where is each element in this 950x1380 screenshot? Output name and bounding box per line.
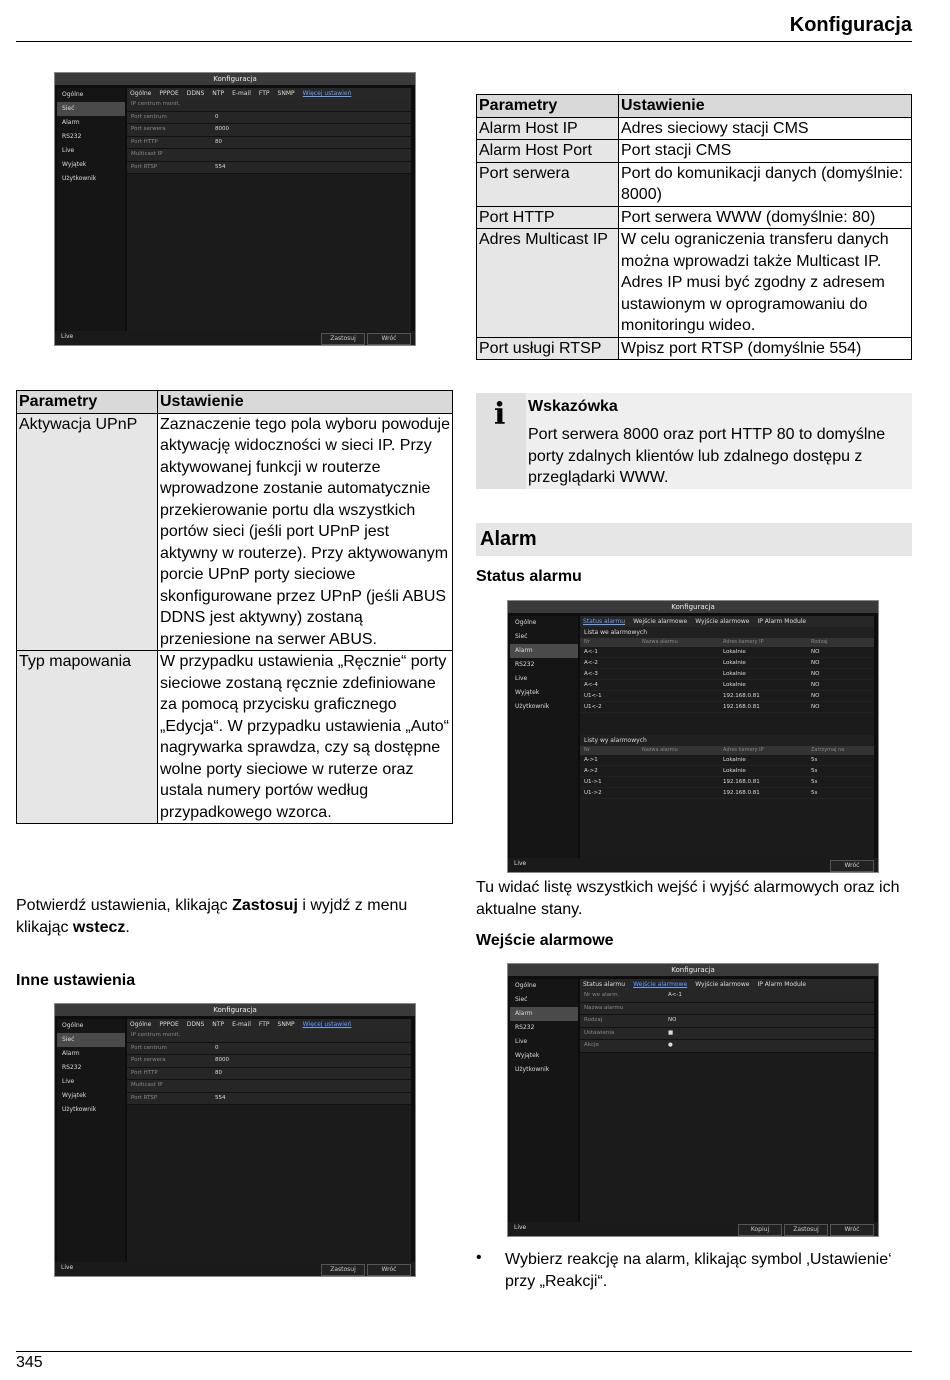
info-icon: i (494, 397, 506, 432)
setting-cell: W celu ograniczenia transferu danych można wprowadzi także Multicast IP. Adres IP musi być zgodny z adresem ustawionym w oprogramowaniu do monitoringu wideo. (619, 229, 912, 338)
tab-ip-alarm-module[interactable]: IP Alarm Module (757, 981, 807, 988)
table-row[interactable] (580, 658, 874, 669)
alarm-input-heading: Wejście alarmowe (476, 932, 614, 949)
cell: 192.168.0.81 (723, 704, 760, 710)
sidebar-item-alarm[interactable]: Alarm (510, 1007, 578, 1021)
network-tabs (127, 88, 411, 99)
config-sidebar (57, 88, 125, 331)
table-row (17, 413, 453, 651)
cell: A<-1 (584, 649, 598, 655)
setting-value: 0 (215, 113, 219, 120)
sidebar-item-general[interactable]: Ogólne (515, 619, 537, 626)
tab-ftp[interactable]: FTP (258, 90, 270, 97)
sidebar-item-network[interactable]: Sieć (515, 996, 528, 1003)
network-tabs (127, 1019, 411, 1030)
column-header: Ustawienie (158, 391, 453, 414)
setting-value: NO (668, 1017, 677, 1023)
alarm-input-screenshot (507, 963, 879, 1237)
tab-ddns[interactable]: DDNS (186, 90, 205, 97)
table-row[interactable] (580, 777, 874, 788)
dialog-footer (55, 331, 415, 345)
cell: Lokalnie (723, 660, 746, 666)
setting-label: Port centrum (131, 1044, 167, 1051)
sidebar-item-network[interactable]: Sieć (57, 102, 125, 116)
cell: 192.168.0.81 (723, 779, 760, 785)
dialog-footer (508, 1222, 878, 1236)
setting-label: Port RTSP (131, 1094, 158, 1101)
tab-snmp[interactable]: SNMP (277, 90, 295, 97)
column-header: Nazwa alarmu (642, 639, 678, 645)
note-icon-area (476, 393, 526, 489)
parameter-cell: Typ mapowania (17, 651, 158, 824)
cell: 5s (811, 757, 818, 763)
setting-row[interactable] (580, 1040, 874, 1053)
cell: U1->2 (584, 790, 602, 796)
cell: NO (811, 682, 820, 688)
cell: 5s (811, 790, 818, 796)
tab-ntp[interactable]: NTP (212, 1021, 225, 1028)
table-row (477, 337, 912, 360)
bullet-mark: • (476, 1249, 482, 1266)
cell: 192.168.0.81 (723, 790, 760, 796)
setting-row[interactable] (127, 99, 411, 112)
cell: NO (811, 649, 820, 655)
config-sidebar (510, 979, 578, 1222)
page-header-title: Konfiguracja (789, 14, 912, 36)
alarm-inputs-header (580, 638, 874, 647)
alarm-status-description: Tu widać listę wszystkich wejść i wyjść alarmowych oraz ich aktualne stany. (476, 879, 900, 918)
sidebar-item-exception[interactable]: Wyjątek (515, 1052, 540, 1059)
table-row (477, 206, 912, 229)
table-row[interactable] (580, 691, 874, 702)
parameter-cell: Aktywacja UPnP (17, 413, 158, 651)
setting-value: 8000 (215, 126, 229, 132)
cell: A->1 (584, 757, 598, 763)
dialog-title: Konfiguracja (55, 73, 415, 85)
setting-row[interactable] (127, 1043, 411, 1056)
cell: 192.168.0.81 (723, 693, 760, 699)
live-button[interactable]: Live (61, 333, 74, 340)
parameter-cell: Port usługi RTSP (477, 337, 619, 360)
setting-value: A<-1 (668, 992, 682, 998)
setting-label: Port HTTP (131, 138, 158, 145)
alarm-tabs (580, 616, 874, 627)
column-header: Nr (584, 747, 590, 753)
sidebar-item-alarm[interactable]: Alarm (62, 1050, 80, 1057)
alarm-status-heading: Status alarmu (476, 568, 582, 585)
column-header: Ustawienie (619, 95, 912, 118)
confirm-paragraph (16, 895, 453, 938)
tab-pppoe[interactable]: PPPOE (159, 90, 179, 97)
tab-alarm-input[interactable]: Wejście alarmowe (633, 618, 688, 625)
setting-row[interactable] (580, 1015, 874, 1028)
dialog-footer (508, 858, 878, 872)
tab-pppoe[interactable]: PPPOE (159, 1021, 179, 1028)
setting-label: Nazwa alarmu (584, 1004, 624, 1011)
alarm-tabs (580, 979, 874, 990)
parameter-cell: Adres Multicast IP (477, 229, 619, 338)
back-button[interactable]: Wróć (830, 1224, 874, 1236)
note-body: Port serwera 8000 oraz port HTTP 80 to domyślne porty zdalnych klientów lub zdalnego dostępu z przeglądarki WWW. (528, 426, 886, 486)
tab-snmp[interactable]: SNMP (277, 1021, 295, 1028)
setting-value: 554 (215, 163, 226, 170)
alarm-status-panel (580, 616, 874, 858)
sidebar-item-network[interactable]: Sieć (515, 633, 528, 640)
setting-label: Port centrum (131, 113, 167, 120)
confirm-text: i wyjdź z menu klikając (16, 897, 408, 936)
sidebar-item-rs232[interactable]: RS232 (62, 1064, 82, 1071)
setting-row[interactable] (580, 1003, 874, 1016)
apply-keyword: Zastosuj (232, 897, 298, 914)
setting-row[interactable] (127, 124, 411, 137)
sidebar-item-user[interactable]: Użytkownik (515, 1066, 550, 1073)
alarm-input-panel (580, 979, 874, 1222)
apply-button[interactable]: Zastosuj (321, 333, 365, 345)
confirm-text: Potwierdź ustawienia, klikając (16, 897, 233, 914)
tab-alarm-input[interactable]: Wejście alarmowe (633, 981, 688, 988)
table-row (477, 140, 912, 163)
other-settings-heading: Inne ustawienia (16, 972, 136, 989)
column-header: Adres kamery IP (723, 639, 764, 645)
tab-ddns[interactable]: DDNS (186, 1021, 205, 1028)
column-header: Parametry (477, 95, 619, 118)
parameter-cell: Port serwera (477, 162, 619, 206)
sidebar-item-general[interactable]: Ogólne (515, 982, 537, 989)
tab-ntp[interactable]: NTP (212, 90, 225, 97)
apply-button[interactable]: Zastosuj (784, 1224, 828, 1236)
sidebar-item-user[interactable]: Użytkownik (515, 703, 550, 710)
column-header: Nr (584, 639, 590, 645)
cell: Lokalnie (723, 768, 746, 774)
alarm-status-screenshot (507, 600, 879, 873)
cell: NO (811, 693, 820, 699)
sidebar-item-live[interactable]: Live (515, 675, 528, 682)
spacer (580, 713, 874, 735)
footer-rule (16, 1351, 912, 1352)
setting-label: Akcje (584, 1042, 599, 1048)
cell: Lokalnie (723, 671, 746, 677)
setting-label: Port HTTP (131, 1069, 158, 1076)
parameter-cell: Port HTTP (477, 206, 619, 229)
tab-email[interactable]: E-mail (232, 90, 251, 97)
setting-label: Multicast IP (131, 151, 163, 157)
network-settings-panel (127, 1019, 411, 1262)
setting-label: Port RTSP (131, 163, 158, 170)
alarm-outputs-header (580, 746, 874, 755)
table-row[interactable] (580, 788, 874, 799)
table-row[interactable] (580, 766, 874, 777)
setting-label: Rodzaj (584, 1017, 603, 1023)
setting-cell: Port do komunikacji danych (domyślnie: 8000) (619, 162, 912, 206)
network-screenshot-top (54, 72, 416, 346)
table-row[interactable] (580, 680, 874, 691)
page-number: 345 (16, 1354, 43, 1371)
setting-label: Multicast IP (131, 1082, 163, 1088)
setting-label: Port serwera (131, 126, 166, 132)
network-settings-panel (127, 88, 411, 331)
setting-cell: Port serwera WWW (domyślnie: 80) (619, 206, 912, 229)
sidebar-item-rs232[interactable]: RS232 (62, 133, 82, 140)
tab-alarm-output[interactable]: Wyjście alarmowe (695, 618, 750, 625)
header-rule (16, 41, 912, 42)
setting-label: Port serwera (131, 1057, 166, 1063)
setting-row[interactable] (127, 162, 411, 175)
setting-row[interactable] (127, 1068, 411, 1081)
cell: NO (811, 704, 820, 710)
setting-row[interactable] (127, 1093, 411, 1106)
table-row[interactable] (580, 702, 874, 713)
setting-cell: Port stacji CMS (619, 140, 912, 163)
parameter-cell: Alarm Host Port (477, 140, 619, 163)
setting-value: 554 (215, 1094, 226, 1101)
setting-label: Ustawienia (584, 1029, 615, 1036)
tab-more-settings[interactable]: Więcej ustawień (302, 1021, 352, 1028)
column-header: Parametry (17, 391, 158, 414)
sidebar-item-rs232[interactable]: RS232 (515, 661, 535, 668)
network-screenshot-bottom (54, 1003, 416, 1277)
cell: A<-4 (584, 682, 598, 688)
confirm-text: . (125, 918, 130, 936)
tab-alarm-status[interactable]: Status alarmu (583, 618, 626, 625)
sidebar-item-exception[interactable]: Wyjątek (62, 1092, 87, 1099)
tab-more-settings[interactable]: Więcej ustawień (302, 90, 352, 97)
live-button[interactable]: Live (61, 1264, 74, 1271)
dialog-footer (55, 1262, 415, 1276)
sidebar-item-live[interactable]: Live (515, 1038, 528, 1045)
sidebar-item-alarm[interactable]: Alarm (62, 119, 80, 126)
setting-row[interactable] (127, 1055, 411, 1068)
tab-email[interactable]: E-mail (232, 1021, 251, 1028)
setting-label: IP centrum monit. (131, 1032, 181, 1038)
sidebar-item-general[interactable]: Ogólne (62, 91, 84, 98)
back-keyword: wstecz (72, 918, 126, 936)
setting-label: Nr we alarm. (584, 992, 620, 998)
dialog-title: Konfiguracja (508, 964, 878, 976)
setting-value: 80 (215, 138, 222, 145)
table-row (477, 162, 912, 206)
apply-button[interactable]: Zastosuj (321, 1264, 365, 1276)
back-button[interactable]: Wróć (830, 860, 874, 872)
table-row (477, 229, 912, 338)
cell: Lokalnie (723, 649, 746, 655)
cell: A->2 (584, 768, 598, 774)
setting-row[interactable] (127, 1080, 411, 1093)
setting-row[interactable] (127, 149, 411, 162)
tab-general[interactable]: Ogólne (130, 1021, 152, 1028)
setting-row[interactable] (127, 112, 411, 125)
cell: NO (811, 671, 820, 677)
setting-value: 8000 (215, 1057, 229, 1063)
column-header: Adres kamery IP (723, 747, 764, 753)
live-button[interactable]: Live (514, 1224, 527, 1231)
cell: NO (811, 660, 820, 666)
table-row (17, 651, 453, 824)
table-row[interactable] (580, 647, 874, 658)
cell: 5s (811, 779, 818, 785)
sidebar-item-user[interactable]: Użytkownik (62, 1106, 97, 1113)
back-button[interactable]: Wróć (367, 333, 411, 345)
alarm-section-heading: Alarm (476, 523, 912, 556)
bullet-text: Wybierz reakcję na alarm, klikając symbol ‚Ustawienie‘ przy „Reakcji“. (505, 1251, 892, 1290)
alarm-outputs-title: Listy wy alarmowych (580, 735, 874, 746)
cell: U1<-2 (584, 704, 602, 710)
upnp-parameters-table (16, 390, 453, 824)
alarm-inputs-title: Lista we alarmowych (580, 627, 874, 638)
setting-row[interactable] (580, 1028, 874, 1041)
sidebar-item-exception[interactable]: Wyjątek (515, 689, 540, 696)
sidebar-item-exception[interactable]: Wyjątek (62, 161, 87, 168)
table-row[interactable] (580, 755, 874, 766)
sidebar-item-live[interactable]: Live (62, 1078, 75, 1085)
sidebar-item-live[interactable]: Live (62, 147, 75, 154)
cell: A<-2 (584, 660, 598, 666)
actions-gear-icon[interactable]: ● (668, 1042, 673, 1048)
tab-general[interactable]: Ogólne (130, 90, 152, 97)
tab-ip-alarm-module[interactable]: IP Alarm Module (757, 618, 807, 625)
ports-parameters-table (476, 94, 912, 360)
dialog-title: Konfiguracja (508, 601, 878, 613)
cell: Lokalnie (723, 757, 746, 763)
column-header: Zatrzymaj na (811, 747, 845, 753)
config-sidebar (510, 616, 578, 858)
settings-checkbox[interactable]: ■ (668, 1029, 674, 1036)
setting-cell: Zaznaczenie tego pola wyboru powoduje aktywację widoczności w sieci IP. Przy aktywowanej funkcji w routerze wprowadzone zostanie automatycznie przekierowanie portu dla wszystkich portów sieci (jeśli port UPnP jest aktywny w routerze). Przy aktywowanym porcie UPnP porty sieciowe skonfigurowane przez UPnP (jeśli ABUS DDNS jest aktywny) zostaną przeniesione na serwer ABUS. (158, 413, 453, 651)
setting-row[interactable] (580, 990, 874, 1003)
note-box (476, 393, 912, 489)
column-header: Rodzaj (811, 639, 828, 645)
table-row[interactable] (580, 669, 874, 680)
live-button[interactable]: Live (514, 860, 527, 867)
cell: U1<-1 (584, 693, 602, 699)
sidebar-item-user[interactable]: Użytkownik (62, 175, 97, 182)
dialog-title: Konfiguracja (55, 1004, 415, 1016)
sidebar-item-network[interactable]: Sieć (57, 1033, 125, 1047)
column-header: Nazwa alarmu (642, 747, 678, 753)
sidebar-item-alarm[interactable]: Alarm (510, 644, 578, 658)
cell: U1->1 (584, 779, 602, 785)
note-title: Wskazówka (528, 398, 618, 415)
setting-cell: Wpisz port RTSP (domyślnie 554) (619, 337, 912, 360)
setting-value: 0 (215, 1044, 219, 1051)
cell: 5s (811, 768, 818, 774)
tab-alarm-output[interactable]: Wyjście alarmowe (695, 981, 750, 988)
cell: Lokalnie (723, 682, 746, 688)
sidebar-item-rs232[interactable]: RS232 (515, 1024, 535, 1031)
setting-cell: W przypadku ustawienia „Ręcznie“ porty sieciowe zostaną ręcznie zdefiniowane za pomocą przycisku graficznego „Edycja“. W przypadku ustawienia „Auto“ nagrywarka sprawdza, czy są dostępne wolne porty sieciowe w ruterze oraz ustala numery portów według przypadkowego wzorca. (158, 651, 453, 824)
setting-cell: Adres sieciowy stacji CMS (619, 117, 912, 140)
back-button[interactable]: Wróć (367, 1264, 411, 1276)
sidebar-item-general[interactable]: Ogólne (62, 1022, 84, 1029)
table-row (477, 117, 912, 140)
setting-row[interactable] (127, 1030, 411, 1043)
tab-alarm-status[interactable]: Status alarmu (583, 981, 626, 988)
parameter-cell: Alarm Host IP (477, 117, 619, 140)
tab-ftp[interactable]: FTP (258, 1021, 270, 1028)
cell: A<-3 (584, 671, 598, 677)
setting-value: 80 (215, 1069, 222, 1076)
copy-button[interactable]: Kopiuj (738, 1224, 782, 1236)
setting-label: IP centrum monit. (131, 101, 181, 107)
setting-row[interactable] (127, 137, 411, 150)
config-sidebar (57, 1019, 125, 1262)
